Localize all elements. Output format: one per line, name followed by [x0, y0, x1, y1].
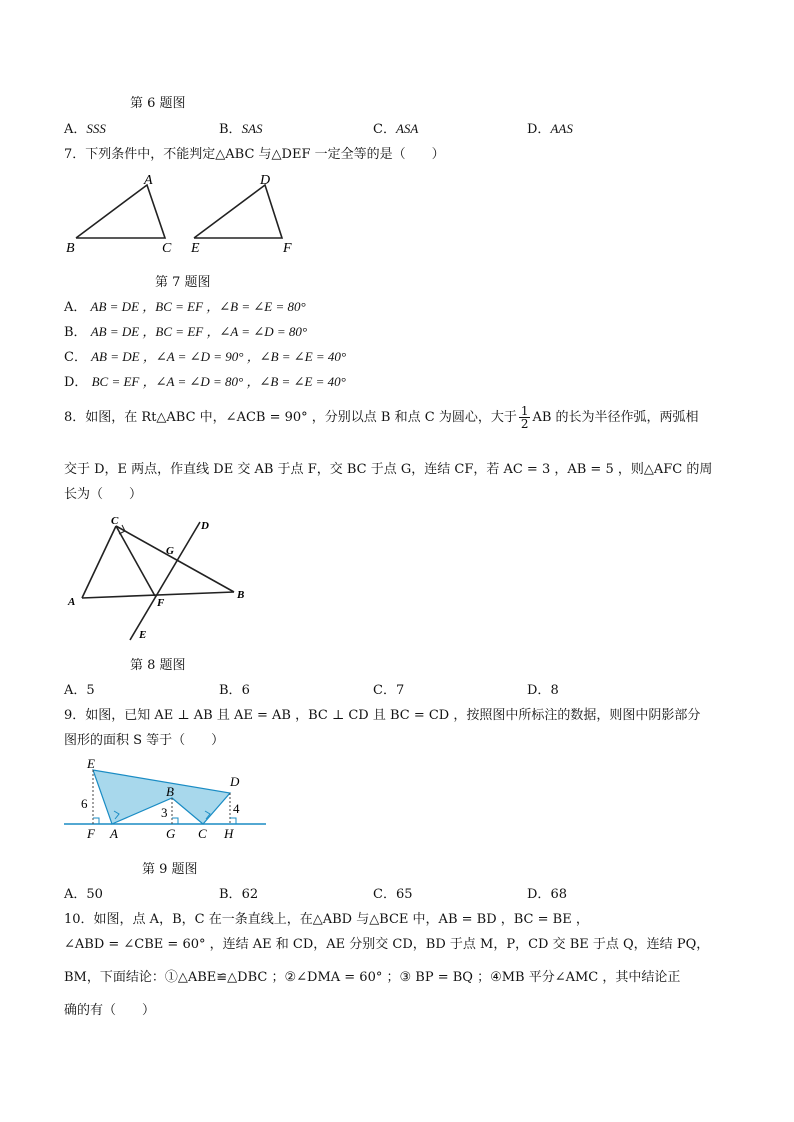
label-b: B — [66, 241, 75, 256]
label-f: F — [283, 241, 292, 256]
q8-option-a — [64, 679, 95, 698]
option-letter: D． — [64, 375, 88, 390]
option-text: 5 — [86, 683, 95, 698]
option-text: AB = DE ，BC = EF ，∠A = ∠D = 80° — [90, 324, 308, 339]
label-f: F — [157, 597, 165, 609]
q8-stem-line1 — [64, 405, 699, 430]
q7-option-a — [64, 296, 306, 315]
q6-option-c — [373, 118, 418, 137]
label-g: G — [166, 545, 174, 557]
option-letter: D． — [527, 683, 551, 698]
q8-figure — [60, 508, 260, 644]
q8-option-b — [219, 679, 250, 698]
option-text: AB = DE ，BC = EF ，∠B = ∠E = 80° — [90, 299, 306, 314]
q6-option-d — [527, 118, 573, 137]
option-text: 62 — [241, 887, 259, 902]
q9-figure-caption: 第 9 题图 — [142, 862, 198, 877]
q8-stem-line3: 长为（ ） — [64, 487, 143, 502]
label-3: 3 — [161, 805, 168, 820]
label-g: G — [166, 826, 176, 841]
option-letter: A． — [64, 887, 87, 902]
label-b: B — [166, 784, 174, 799]
option-text: 8 — [550, 683, 559, 698]
option-letter: B． — [219, 887, 242, 902]
q6-option-b — [219, 118, 263, 137]
option-letter: C． — [373, 122, 396, 137]
label-e: E — [191, 241, 200, 256]
label-a: A — [68, 596, 76, 608]
label-4: 4 — [233, 801, 240, 816]
option-text: 50 — [86, 887, 103, 902]
label-c: C — [162, 241, 172, 256]
option-letter: B． — [64, 325, 87, 340]
q10-stem-line3: BM，下面结论：①△ABE≌△DBC ；②∠DMA = 60° ；③ BP = BQ ；④MB 平分∠AMC ，其中结论正 — [64, 970, 681, 985]
option-text: AAS — [550, 121, 573, 136]
q9-stem-line2: 图形的面积 S 等于（ ） — [64, 733, 225, 748]
label-a: A — [144, 173, 153, 188]
label-c: C — [198, 826, 207, 841]
option-letter: A． — [64, 300, 87, 315]
q9-option-d — [527, 883, 567, 902]
option-text: ASA — [395, 121, 419, 136]
q10-stem-line2: ∠ABD = ∠CBE = 60° ，连结 AE 和 CD，AE 分别交 CD，BD 于点 M，P，CD 交 BE 于点 Q，连结 PQ， — [64, 937, 710, 952]
q9-option-c — [373, 883, 413, 902]
option-text: AB = DE ，∠A = ∠D = 90° ，∠B = ∠E = 40° — [91, 349, 347, 364]
q9-option-b — [219, 883, 258, 902]
q7-stem: 7．下列条件中，不能判定△ABC 与△DEF 一定全等的是（ ） — [64, 147, 445, 162]
option-letter: A． — [64, 122, 87, 137]
label-f: F — [87, 826, 95, 841]
label-d: D — [260, 173, 271, 188]
option-letter: C． — [373, 887, 396, 902]
triangle-def — [194, 185, 282, 238]
q8-stem-part-b: AB 的长为半径作弧，两弧相 — [532, 410, 699, 425]
option-letter: C． — [373, 683, 396, 698]
option-text: SAS — [241, 121, 263, 136]
label-a: A — [110, 826, 118, 841]
q9-option-a — [64, 883, 103, 902]
q8-stem-part-a: 8．如图，在 Rt△ABC 中，∠ACB = 90° ，分别以点 B 和点 C 为圆心，大于 — [64, 410, 517, 425]
triangle-abc — [76, 185, 165, 238]
option-letter: A． — [64, 683, 87, 698]
q7-figure — [60, 166, 310, 258]
q6-option-a — [64, 118, 106, 137]
q8-lines — [82, 522, 234, 640]
q9-stem-line1: 9．如图，已知 AE ⊥ AB 且 AE = AB ，BC ⊥ CD 且 BC = CD ，按照图中所标注的数据，则图中阴影部分 — [64, 708, 701, 723]
option-text: 7 — [395, 683, 405, 698]
fraction-one-half — [519, 405, 531, 430]
option-text: 6 — [241, 683, 250, 698]
q9-figure — [60, 756, 272, 842]
option-letter: D． — [527, 887, 551, 902]
option-letter: B． — [219, 683, 242, 698]
option-letter: D． — [527, 122, 551, 137]
label-e: E — [87, 756, 95, 771]
label-d: D — [230, 774, 240, 789]
q8-option-d — [527, 679, 559, 698]
q7-figure-caption: 第 7 题图 — [155, 275, 211, 290]
q7-option-b — [64, 321, 307, 340]
fraction-numerator: 1 — [520, 404, 529, 418]
option-letter: C． — [64, 350, 87, 365]
q10-stem-line4: 确的有（ ） — [64, 1003, 156, 1018]
label-b: B — [237, 589, 245, 601]
q10-stem-line1: 10．如图，点 A，B，C 在一条直线上，在△ABD 与△BCE 中，AB = BD ，BC = BE ， — [64, 912, 589, 927]
label-e: E — [139, 629, 147, 641]
q8-stem-line2: 交于 D，E 两点，作直线 DE 交 AB 于点 F，交 BC 于点 G，连结 CF，若 AC = 3 ，AB = 5 ，则△AFC 的周 — [64, 462, 713, 477]
option-letter: B． — [219, 122, 242, 137]
q7-option-d — [64, 371, 346, 390]
fraction-denominator: 2 — [520, 417, 529, 431]
label-c: C — [111, 515, 119, 527]
label-6: 6 — [81, 796, 88, 811]
q6-figure-caption: 第 6 题图 — [130, 96, 186, 111]
option-text: 68 — [550, 887, 567, 902]
option-text: BC = EF ，∠A = ∠D = 80° ，∠B = ∠E = 40° — [91, 374, 346, 389]
q8-option-c — [373, 679, 404, 698]
option-text: 65 — [395, 887, 413, 902]
q8-figure-caption: 第 8 题图 — [130, 658, 186, 673]
label-d: D — [201, 520, 209, 532]
label-h: H — [224, 826, 234, 841]
option-text: SSS — [86, 121, 106, 136]
q7-option-c — [64, 346, 346, 365]
